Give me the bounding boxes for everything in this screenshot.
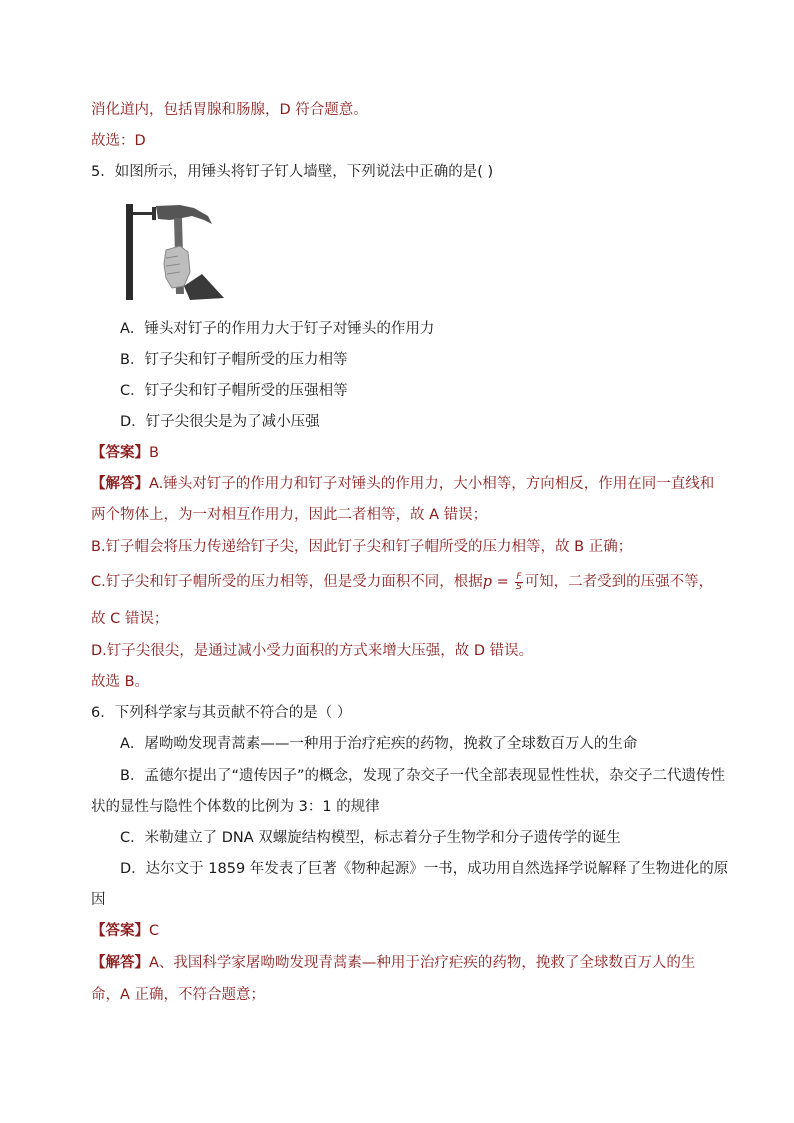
formula-numerator: F	[516, 571, 522, 582]
question-6-stem: 6．下列科学家与其贡献不符合的是（ ）	[91, 705, 352, 721]
question-5-option-a: A．锤头对钉子的作用力大于钉子对锤头的作用力	[120, 321, 435, 337]
prev-analysis-line: 消化道内，包括胃腺和肠腺，D 符合题意。	[91, 102, 368, 118]
question-6-option-b-cont: 状的显性与隐性个体数的比例为 3：1 的规律	[91, 799, 380, 815]
question-6-option-b: B．孟德尔提出了“遗传因子”的概念，发现了杂交子一代全部表现显性性状，杂交子二代遗传性	[120, 768, 725, 784]
answer-label: 【答案】	[91, 445, 149, 461]
question-5-option-d: D．钉子尖很尖是为了减小压强	[120, 414, 320, 430]
analysis-text: A、我国科学家屠呦呦发现青蒿素—种用于治疗疟疾的药物，挽救了全球数百万人的生	[149, 955, 696, 971]
formula-equals: =	[492, 574, 514, 590]
question-6-option-a: A．屠呦呦发现青蒿素——一种用于治疗疟疾的药物，挽救了全球数百万人的生命	[120, 736, 638, 752]
question-5-analysis-a1	[91, 474, 714, 494]
formula-fraction	[515, 573, 522, 592]
hand-icon	[164, 246, 190, 288]
hammer-nail-figure	[120, 202, 230, 302]
answer-label: 【答案】	[91, 923, 149, 939]
question-5-answer	[91, 443, 159, 463]
question-6-option-c: C．米勒建立了 DNA 双螺旋结构模型，标志着分子生物学和分子遗传学的诞生	[120, 830, 621, 846]
analysis-text: A.锤头对钉子的作用力和钉子对锤头的作用力，大小相等，方向相反，作用在同一直线和	[149, 476, 715, 492]
question-5-option-b: B．钉子尖和钉子帽所受的压力相等	[120, 352, 348, 368]
analysis-label: 【解答】	[91, 476, 149, 492]
question-5-analysis-b: B.钉子帽会将压力传递给钉子尖，因此钉子尖和钉子帽所受的压力相等，故 B 正确；	[91, 539, 633, 555]
prev-conclusion: 故选：D	[91, 133, 146, 149]
question-5-stem: 5．如图所示，用锤头将钉子钉人墙壁，下列说法中正确的是( )	[91, 164, 494, 180]
wall-icon	[126, 204, 133, 300]
question-6-option-d: D．达尔文于 1859 年发表了巨著《物种起源》一书，成功用自然选择学说解释了生物进化的原	[120, 861, 729, 877]
formula-p: p	[482, 574, 493, 590]
answer-value: B	[149, 445, 159, 461]
formula-denominator: S	[516, 581, 522, 592]
question-5-analysis-c2: 故 C 错误；	[91, 611, 169, 627]
question-5-conclusion: 故选 B。	[91, 674, 150, 690]
question-6-analysis-a2: 命，A 正确，不符合题意；	[91, 987, 266, 1003]
question-5-analysis-a2: 两个物体上，为一对相互作用力，因此二者相等，故 A 错误；	[91, 507, 488, 523]
question-5-analysis-c	[91, 572, 713, 592]
nail-icon	[133, 212, 153, 215]
answer-value: C	[149, 923, 160, 939]
sleeve-icon	[184, 274, 224, 300]
question-6-option-d-cont: 因	[91, 892, 106, 908]
question-5-analysis-d: D.钉子尖很尖，是通过减小受力面积的方式来增大压强，故 D 错误。	[91, 643, 534, 659]
analysis-c-text: C.钉子尖和钉子帽所受的压力相等，但是受力面积不同，根据	[91, 574, 483, 590]
question-6-answer	[91, 921, 159, 941]
analysis-c-post: 可知，二者受到的压强不等，	[524, 574, 714, 590]
question-5-option-c: C．钉子尖和钉子帽所受的压强相等	[120, 383, 348, 399]
analysis-label: 【解答】	[91, 955, 149, 971]
question-6-analysis-a1	[91, 953, 695, 973]
